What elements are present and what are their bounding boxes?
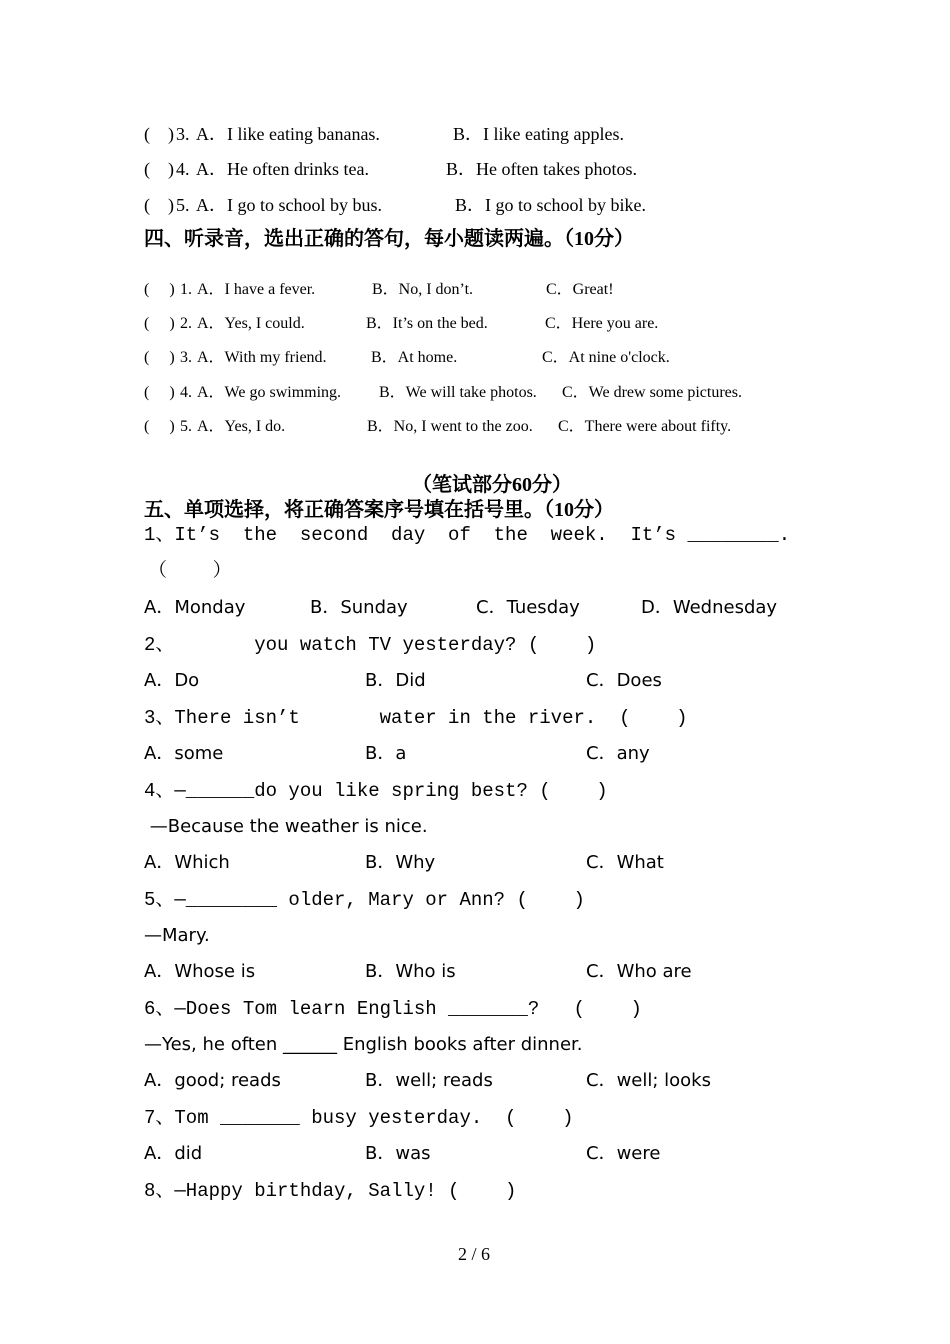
option-b: B．No, I went to the zoo.: [367, 418, 533, 435]
option-c: C．We drew some pictures.: [562, 384, 743, 401]
option-a: A．Whose is: [144, 961, 256, 982]
written-part-title: （笔试部分60分）: [412, 474, 572, 496]
option-a: A．With my friend.: [197, 349, 327, 366]
option-b: B．Did: [365, 670, 426, 691]
question-4-reply: —Because the weather is nice.: [144, 816, 428, 837]
option-b: B．a: [365, 743, 407, 764]
item-number: 2.: [180, 315, 192, 332]
answer-bracket[interactable]: ( ): [144, 195, 174, 215]
answer-bracket[interactable]: ( ): [144, 281, 175, 298]
option-c: C．Does: [586, 670, 662, 691]
answer-bracket[interactable]: ( ): [144, 418, 175, 435]
option-b: B．He often takes photos.: [446, 159, 637, 179]
option-b: B．It’s on the bed.: [366, 315, 488, 332]
answer-bracket[interactable]: ( ): [144, 349, 175, 366]
answer-bracket[interactable]: ( ): [144, 315, 175, 332]
answer-bracket[interactable]: （ ）: [148, 560, 232, 582]
section4-heading: 四、听录音，选出正确的答句，每小题读两遍。（10分）: [144, 228, 634, 250]
option-c: C．Tuesday: [476, 597, 580, 618]
option-c: C．There were about fifty.: [558, 418, 732, 435]
option-b: B．I go to school by bike.: [455, 195, 646, 215]
option-a: A．I have a fever.: [197, 281, 316, 298]
option-a: A．I go to school by bus.: [196, 195, 382, 215]
question-5-reply: —Mary.: [144, 925, 210, 946]
question-3-stem: 3、There isn’t water in the river. ( ): [144, 707, 688, 729]
option-b: B．well; reads: [365, 1070, 493, 1091]
option-a: A．We go swimming.: [197, 384, 342, 401]
question-8-stem: 8、—Happy birthday, Sally! ( ): [144, 1180, 517, 1202]
option-c: C．well; looks: [586, 1070, 711, 1091]
option-c: C．were: [586, 1143, 661, 1164]
item-number: 5.: [176, 195, 190, 215]
item-number: 3.: [180, 349, 192, 366]
option-a: A．Yes, I could.: [197, 315, 305, 332]
option-a: A．Which: [144, 852, 230, 873]
option-a: A．some: [144, 743, 224, 764]
option-b: B．No, I don’t.: [372, 281, 474, 298]
option-c: C．Who are: [586, 961, 692, 982]
option-c: C．any: [586, 743, 650, 764]
question-6-reply: —Yes, he often ______ English books after dinner.: [144, 1034, 583, 1055]
option-a: A．Do: [144, 670, 200, 691]
option-a: A．did: [144, 1143, 203, 1164]
question-4-stem: 4、—______do you like spring best? ( ): [144, 780, 608, 802]
answer-bracket[interactable]: ( ): [144, 159, 174, 179]
question-1-stem: 1、It’s the second day of the week. It’s ________.: [144, 524, 791, 546]
option-b: B．was: [365, 1143, 431, 1164]
option-b: B．Who is: [365, 961, 456, 982]
option-a: A．good; reads: [144, 1070, 281, 1091]
option-b: B．Why: [365, 852, 436, 873]
question-6-stem: 6、—Does Tom learn English _______? ( ): [144, 998, 642, 1020]
option-b: B．At home.: [371, 349, 458, 366]
question-5-stem: 5、—________ older, Mary or Ann? ( ): [144, 889, 585, 911]
option-a: A．Monday: [144, 597, 246, 618]
answer-bracket[interactable]: ( ): [144, 384, 175, 401]
option-a: A．I like eating bananas.: [196, 124, 380, 144]
item-number: 4.: [176, 159, 190, 179]
option-b: B．Sunday: [310, 597, 408, 618]
section5-heading: 五、单项选择，将正确答案序号填在括号里。（10分）: [144, 499, 614, 521]
option-d: D．Wednesday: [641, 597, 778, 618]
item-number: 4.: [180, 384, 192, 401]
option-c: C．Here you are.: [545, 315, 659, 332]
option-c: C．At nine o'clock.: [542, 349, 670, 366]
page-number: 2 / 6: [458, 1244, 491, 1264]
option-b: B．I like eating apples.: [453, 124, 624, 144]
option-a: A．He often drinks tea.: [196, 159, 369, 179]
option-b: B．We will take photos.: [379, 384, 537, 401]
answer-bracket[interactable]: ( ): [144, 124, 174, 144]
question-7-stem: 7、Tom _______ busy yesterday. ( ): [144, 1107, 574, 1129]
question-2-stem: 2、 you watch TV yesterday? ( ): [144, 634, 597, 656]
option-c: C．Great!: [546, 281, 614, 298]
option-a: A．Yes, I do.: [197, 418, 286, 435]
item-number: 3.: [176, 124, 190, 144]
item-number: 1.: [180, 281, 192, 298]
option-c: C．What: [586, 852, 664, 873]
item-number: 5.: [180, 418, 192, 435]
